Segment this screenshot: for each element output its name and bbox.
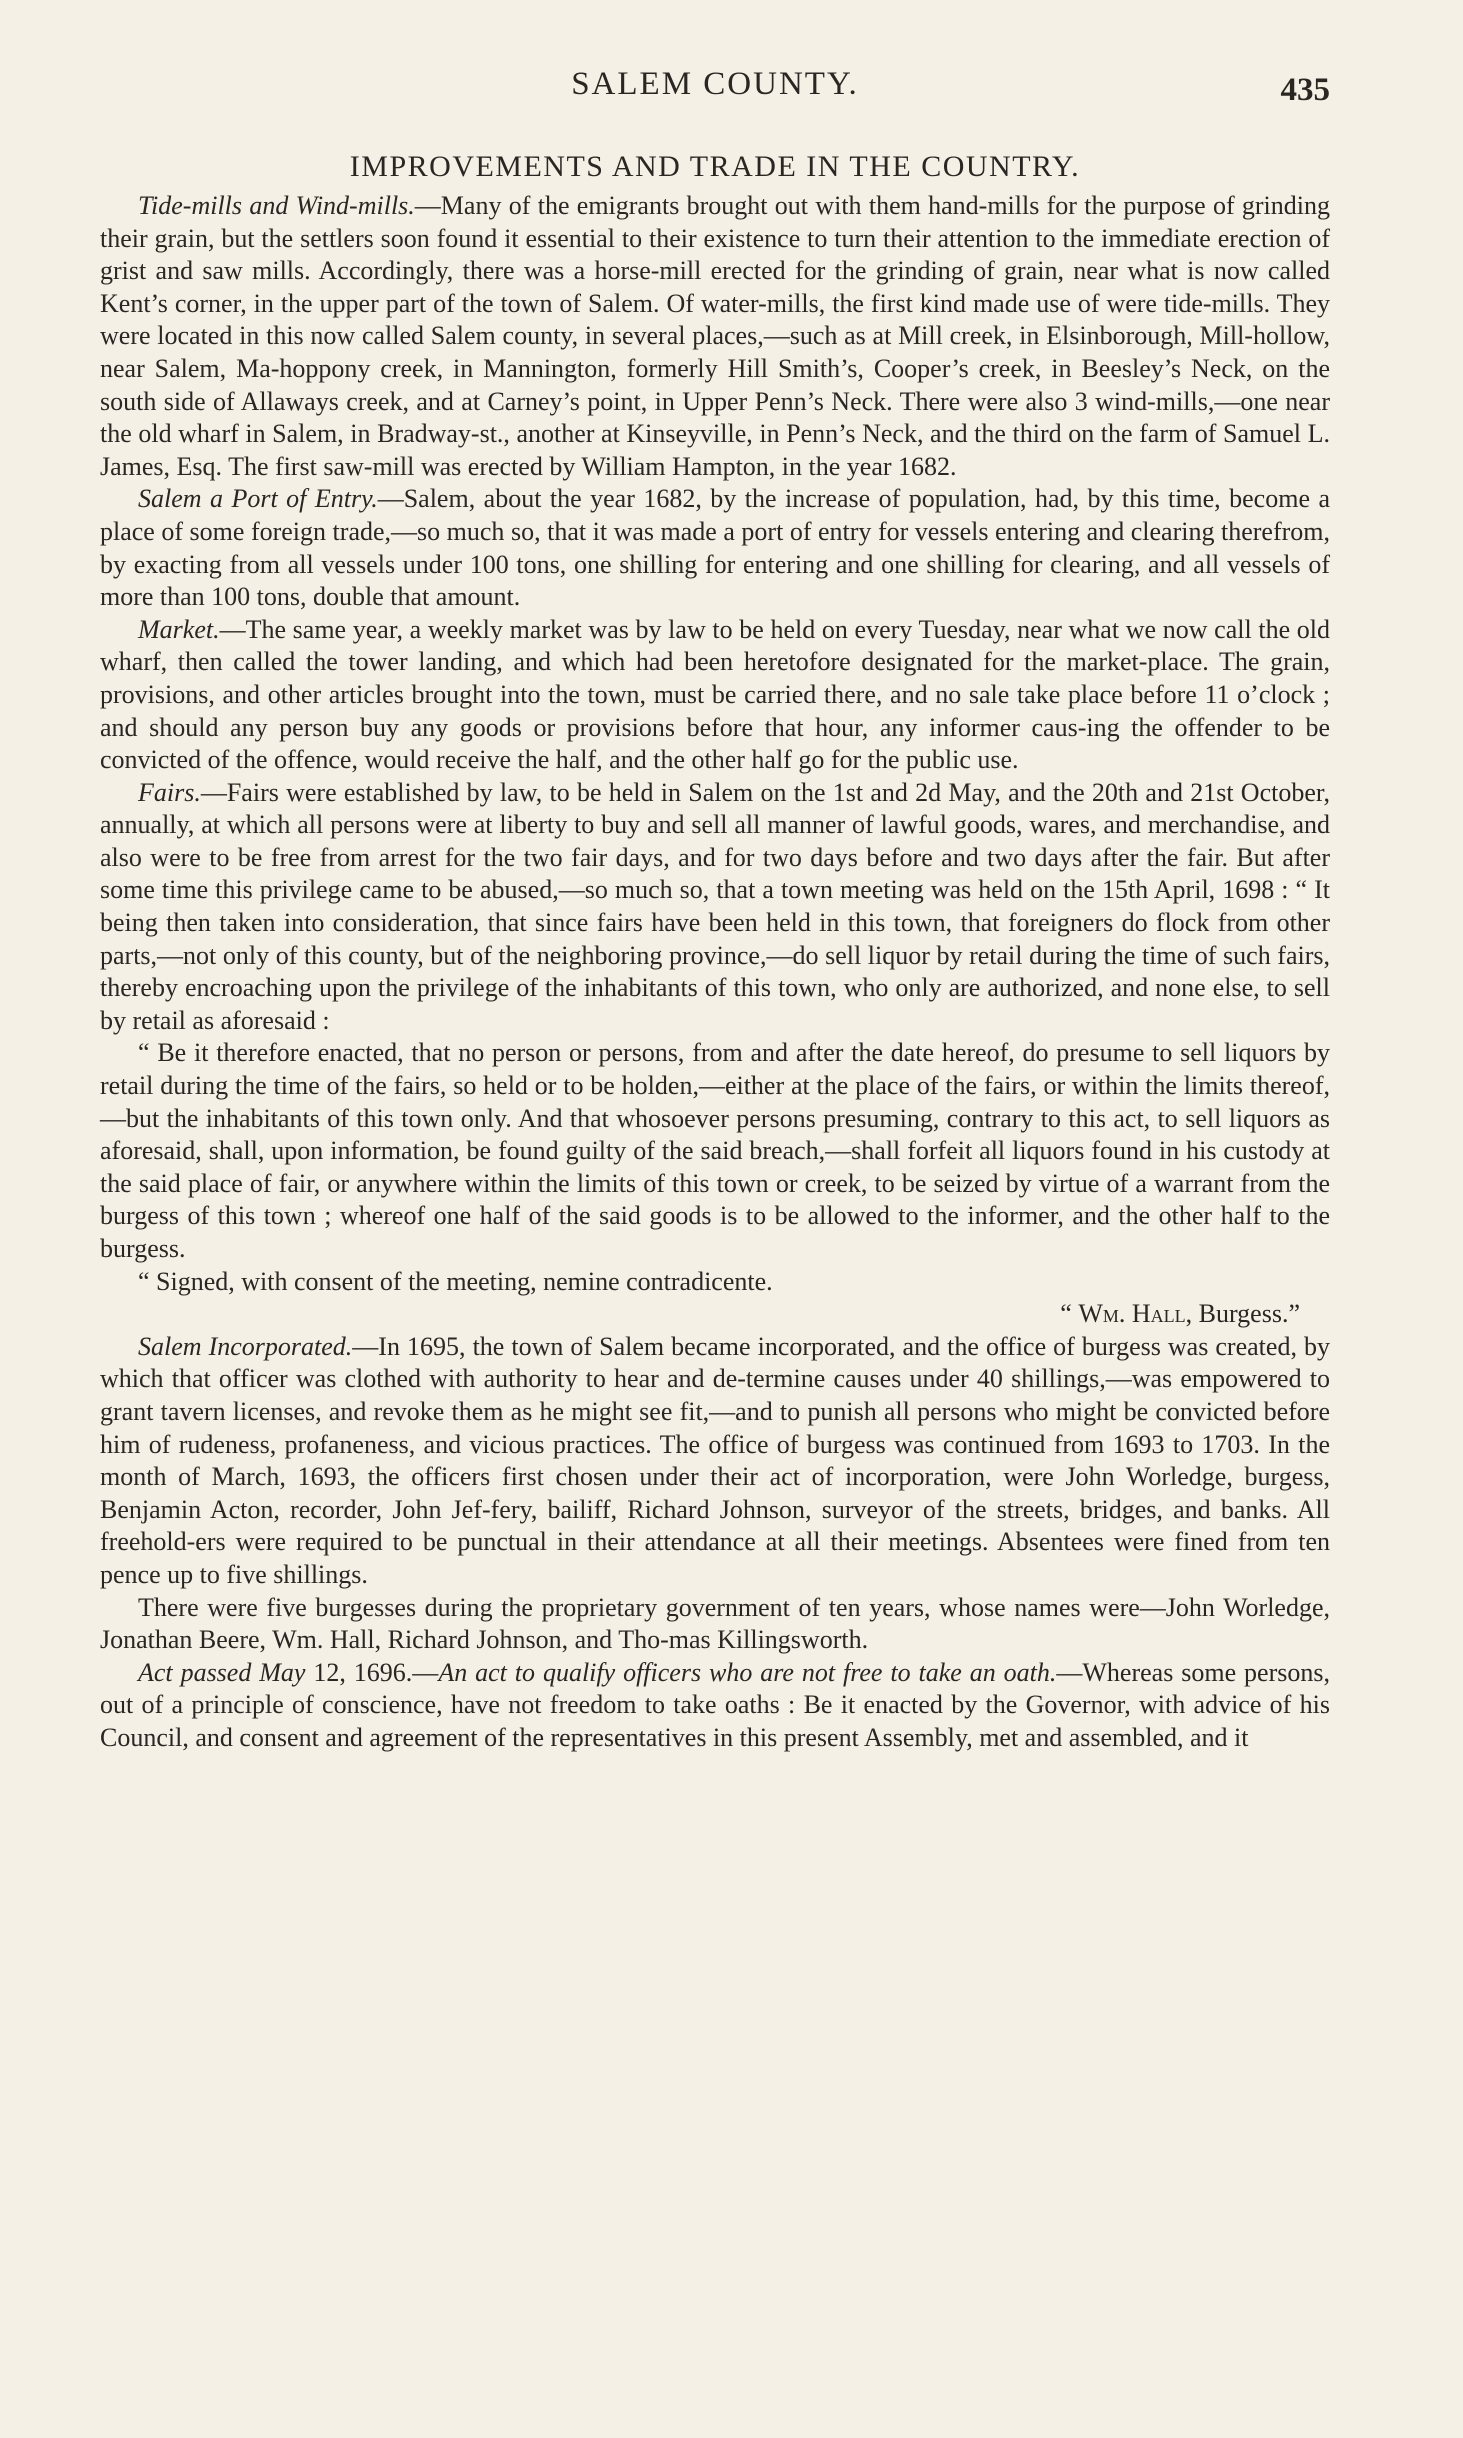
paragraph-fairs <box>100 777 1330 1038</box>
paragraph-text: —Fairs were established by law, to be held in Salem on the 1st and 2d May, and the 20th and 21st October, annually, at which all persons were at liberty to buy and sell all manner of lawful goods, wares, and merchandise, and also were to be free from arrest for the two fair days, and for two days before and two days after the fair. But after some time this privilege came to be abused,—so much so, that a town meeting was held on the 15th April, 1698 : “ It being then taken into consideration, that since fairs have been held in this town, that foreigners do flock from other parts,—not only of this county, but of the neighboring province,—do sell liquor by retail during the time of such fairs, thereby encroaching upon the privilege of the inhabitants of this town, who only are authorized, and none else, to sell by retail as aforesaid : <box>100 777 1330 1035</box>
paragraph-salem-incorporated <box>100 1331 1330 1592</box>
paragraph-text: —The same year, a weekly market was by law to be held on every Tuesday, near what we now call the old wharf, then called the tower landing, and which had been heretofore designated for the market-place. The grain, provisions, and other articles brought into the town, must be carried there, and no sale take place before 11 o’clock ; and should any person buy any goods or provisions before that hour, any informer caus-ing the offender to be convicted of the offence, would receive the half, and the other half go for the public use. <box>100 614 1330 775</box>
section-heading: IMPROVEMENTS AND TRADE IN THE COUNTRY. <box>349 150 1081 183</box>
signature-line <box>100 1298 1330 1331</box>
run-in-heading: Salem a Port of Entry. <box>138 484 378 514</box>
paragraph-market <box>100 614 1330 777</box>
running-head <box>100 66 1330 110</box>
paragraph-port-of-entry <box>100 483 1330 613</box>
paragraph-text: —Many of the emigrants brought out with them hand-mills for the purpose of grinding their grain, but the settlers soon found it essential to their existence to turn their attention to the immediate erection of grist and saw mills. Accordingly, there was a horse-mill erected for the grinding of grain, near what is now called Kent’s corner, in the upper part of the town of Salem. Of water-mills, the first kind made use of were tide-mills. They were located in this now called Salem county, in several places,—such as at Mill creek, in Elsinborough, Mill-hollow, near Salem, Ma-hoppony creek, in Mannington, formerly Hill Smith’s, Cooper’s creek, in Beesley’s Neck, on the south side of Allaways creek, and at Carney’s point, in Upper Penn’s Neck. There were also 3 wind-mills,—one near the old wharf in Salem, in Bradway-st., another at Kinseyville, in Penn’s Neck, and the third on the farm of Samuel L. James, Esq. The first saw-mill was erected by William Hampton, in the year 1682. <box>100 191 1331 481</box>
paragraph-text: —Whereas some persons, out of a principle of conscience, have not freedom to take oaths : Be it enacted by the Governor, with advice of his Council, and consent and agreement of the representatives in this present Assembly, met and assembled, and it <box>100 1657 1330 1752</box>
run-in-heading: Tide-mills and Wind-mills. <box>138 191 415 220</box>
signature-name: Wm. Hall <box>1078 1299 1186 1329</box>
run-in-heading: Fairs. <box>138 777 201 807</box>
paragraph-act-1696 <box>100 1657 1330 1755</box>
paragraph-enactment <box>100 1037 1330 1265</box>
signature-suffix: , Burgess.” <box>1185 1299 1300 1329</box>
paragraph-tide-mills <box>100 190 1330 483</box>
paragraph-signed <box>100 1266 1330 1299</box>
page-number: 435 <box>1280 72 1330 108</box>
run-in-heading: Act passed May <box>138 1657 306 1687</box>
run-in-heading: Salem Incorporated. <box>138 1331 353 1361</box>
run-in-heading: Market. <box>138 614 220 644</box>
body-text <box>100 190 1330 1755</box>
act-date: 12, 1696.— <box>305 1657 439 1687</box>
running-title: SALEM COUNTY. <box>571 66 859 102</box>
paragraph-text: —In 1695, the town of Salem became incorporated, and the office of burgess was created, by which that officer was clothed with authority to hear and de-termine causes under 40 shillings,—was empowered to grant tavern licenses, and revoke them as he might see fit,—and to punish all persons who might be convicted before him of rudeness, profaneness, and vicious practices. The office of burgess was continued from 1693 to 1703. In the month of March, 1693, the officers first chosen under their act of incorporation, were John Worledge, burgess, Benjamin Acton, recorder, John Jef-fery, bailiff, Richard Johnson, surveyor of the streets, bridges, and banks. All freehold-ers were required to be punctual in their attendance at all their meetings. Absentees were fined from ten pence up to five shillings. <box>100 1331 1330 1589</box>
paragraph-burgesses <box>100 1592 1330 1657</box>
paragraph-text: —Salem, about the year 1682, by the increase of population, had, by this time, become a place of some foreign trade,—so much so, that it was made a port of entry for vessels entering and clearing therefrom, by exacting from all vessels under 100 tons, one shilling for entering and one shilling for clearing, and all vessels of more than 100 tons, double that amount. <box>100 484 1330 612</box>
paragraph-text: “ Signed, with consent of the meeting, nemine contradicente. <box>138 1266 773 1296</box>
paragraph-text: “ Be it therefore enacted, that no person or persons, from and after the date hereof, do presume to sell liquors by retail during the time of the fairs, so held or to be holden,—either at the place of the fairs, or within the limits thereof,—but the inhabitants of this town only. And that whosoever persons presuming, contrary to this act, to sell liquors as aforesaid, shall, upon information, be found guilty of the said breach,—shall forfeit all liquors found in his custody at the said place of fair, or anywhere within the limits of this town or creek, to be seized by virtue of a warrant from the burgess of this town ; whereof one half of the said goods is to be allowed to the informer, and the other half to the burgess. <box>100 1038 1330 1263</box>
act-title: An act to qualify officers who are not free to take an oath. <box>438 1657 1057 1687</box>
signature-prefix: “ <box>1060 1299 1079 1329</box>
paragraph-text: There were five burgesses during the proprietary government of ten years, whose names were—John Worledge, Jonathan Beere, Wm. Hall, Richard Johnson, and Tho-mas Killingsworth. <box>100 1592 1330 1655</box>
